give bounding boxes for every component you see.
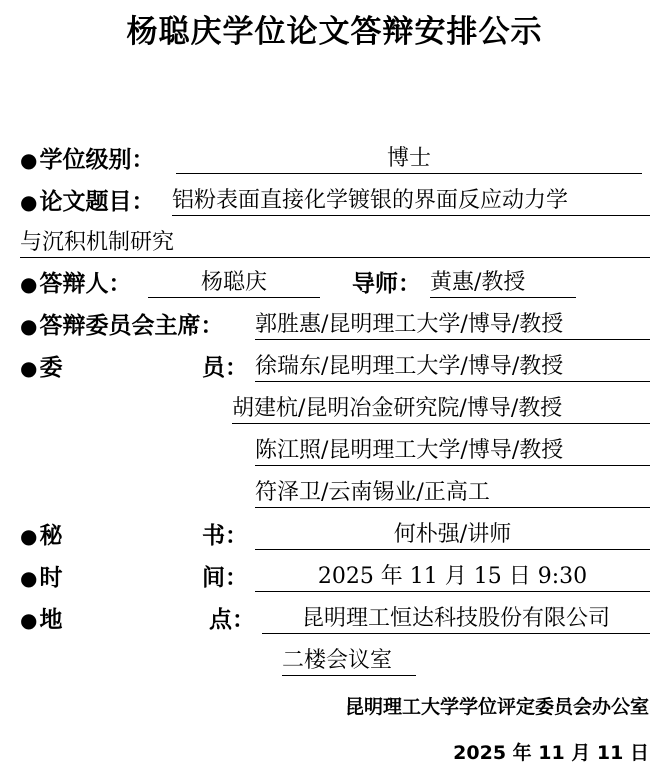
place-row	[20, 604, 62, 636]
chair-label: 答辩委员会主席：	[39, 313, 224, 339]
place-label-a: 地	[39, 607, 63, 633]
advisor-label: 导师：	[352, 271, 421, 297]
place-label-b: 点：	[209, 607, 255, 633]
member-item: 陈江照/昆明理工大学/博导/教授	[255, 436, 650, 466]
degree-row	[20, 144, 154, 176]
thesis-title-line2: 与沉积机制研究	[20, 228, 650, 258]
chair-value: 郭胜惠/昆明理工大学/博导/教授	[255, 310, 650, 340]
thesis-label: 论文题目：	[39, 189, 155, 215]
chair-row	[20, 310, 223, 342]
member-item: 徐瑞东/昆明理工大学/博导/教授	[255, 352, 650, 382]
bullet: ●	[20, 272, 38, 296]
members-label-a: 委	[39, 355, 63, 381]
defender-value: 杨聪庆	[148, 268, 320, 298]
defender-row	[20, 268, 131, 300]
time-label-b: 间：	[202, 565, 248, 591]
bullet: ●	[20, 524, 38, 548]
degree-value: 博士	[176, 144, 642, 174]
advisor-label-wrap	[352, 268, 421, 300]
bullet: ●	[20, 356, 38, 380]
member-item: 符泽卫/云南锡业/正高工	[255, 478, 650, 508]
secretary-value: 何朴强/讲师	[255, 520, 650, 550]
bullet: ●	[20, 314, 38, 338]
secretary-row	[20, 520, 62, 552]
issue-date: 2025 年 11 月 11 日	[453, 742, 649, 764]
degree-label: 学位级别：	[39, 147, 155, 173]
bullet: ●	[20, 566, 38, 590]
bullet: ●	[20, 608, 38, 632]
members-row	[20, 352, 62, 384]
place-line1: 昆明理工恒达科技股份有限公司	[262, 604, 650, 634]
page-title: 杨聪庆学位论文答辩安排公示	[126, 14, 543, 50]
secretary-label-a: 秘	[39, 523, 63, 549]
time-value: 2025 年 11 月 15 日 9:30	[255, 562, 650, 592]
defender-label: 答辩人：	[39, 271, 132, 297]
time-row	[20, 562, 62, 594]
time-label-a: 时	[39, 565, 63, 591]
thesis-row	[20, 186, 154, 218]
bullet: ●	[20, 148, 38, 172]
bullet: ●	[20, 190, 38, 214]
thesis-title-line1: 铝粉表面直接化学镀银的界面反应动力学	[172, 186, 650, 216]
members-label-b: 员：	[202, 355, 248, 381]
place-line2: 二楼会议室	[282, 646, 416, 676]
advisor-value: 黄惠/教授	[430, 268, 576, 298]
member-item: 胡建杭/昆明冶金研究院/博导/教授	[232, 394, 650, 424]
issuing-office: 昆明理工大学学位评定委员会办公室	[344, 696, 649, 718]
secretary-label-b: 书：	[202, 523, 248, 549]
